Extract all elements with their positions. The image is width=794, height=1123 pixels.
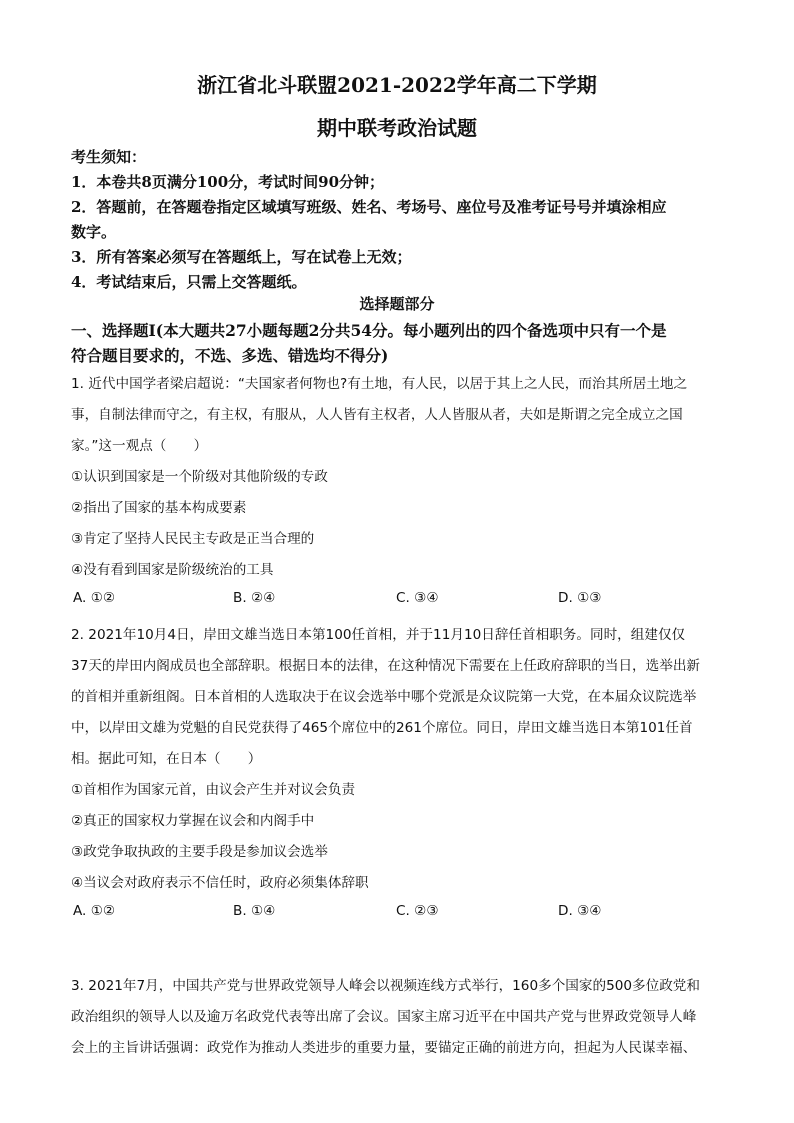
statement-item: ③政党争取执政的主要手段是参加议会选举 bbox=[71, 844, 328, 860]
section-title: 选择题部分 bbox=[359, 295, 435, 313]
question-stem-line: 家。”这一观点（ ） bbox=[71, 438, 208, 454]
section-instruction-line: 一、选择题Ⅰ(本大题共27小题每题2分共54分。每小题列出的四个备选项中只有一个是 bbox=[71, 321, 667, 340]
statement-item: ①首相作为国家元首，由议会产生并对议会负责 bbox=[71, 782, 356, 798]
exam-title-line1: 浙江省北斗联盟2021-2022学年高二下学期 bbox=[197, 73, 597, 97]
option-a[interactable]: A. ①② bbox=[73, 590, 116, 606]
answer-options bbox=[71, 903, 721, 923]
statement-item: ④没有看到国家是阶级统治的工具 bbox=[71, 562, 274, 578]
section-instruction bbox=[71, 318, 731, 368]
notice-item: 3．所有答案必须写在答题纸上，写在试卷上无效； bbox=[71, 248, 412, 266]
option-c[interactable]: C. ②③ bbox=[396, 903, 439, 919]
option-b[interactable]: B. ②④ bbox=[233, 590, 276, 606]
notice-heading: 考生须知： bbox=[71, 148, 147, 166]
statement-item: ④当议会对政府表示不信任时，政府必须集体辞职 bbox=[71, 875, 369, 891]
question-stem-line: 3. 2021年7月，中国共产党与世界政党领导人峰会以视频连线方式举行，160多个国家的500多位政党和 bbox=[71, 978, 700, 994]
option-a[interactable]: A. ①② bbox=[73, 903, 116, 919]
question-stem-line: 1. 近代中国学者梁启超说：“夫国家者何物也?有土地，有人民，以居于其上之人民，而治其所居土地之 bbox=[71, 376, 688, 392]
statement-item: ③肯定了坚持人民民主专政是正当合理的 bbox=[71, 531, 315, 547]
notice-item: 2．答题前，在答题卷指定区域填写班级、姓名、考场号、座位号及准考证号号并填涂相应 bbox=[71, 198, 667, 216]
question-stem-line: 2. 2021年10月4日，岸田文雄当选日本第100任首相，并于11月10日辞任首相职务。同时，组建仅仅 bbox=[71, 627, 686, 643]
question-stem-line: 会上的主旨讲话强调：政党作为推动人类进步的重要力量，要锚定正确的前进方向，担起为人民谋幸福、 bbox=[71, 1040, 697, 1056]
section-instruction-line: 符合题目要求的，不选、多选、错选均不得分) bbox=[71, 346, 389, 365]
option-d[interactable]: D. ③④ bbox=[558, 903, 602, 919]
question-stem-line: 的首相并重新组阁。日本首相的人选取决于在议会选举中哪个党派是众议院第一大党，在本届众议院选举 bbox=[71, 689, 697, 705]
option-c[interactable]: C. ③④ bbox=[396, 590, 439, 606]
option-b[interactable]: B. ①④ bbox=[233, 903, 276, 919]
question-stem-line: 相。据此可知，在日本（ ） bbox=[71, 751, 262, 767]
question-stem-line: 政治组织的领导人以及逾万名政党代表等出席了会议。国家主席习近平在中国共产党与世界政党领导人峰 bbox=[71, 1009, 697, 1025]
notice-item: 数字。 bbox=[71, 223, 117, 241]
notice-item: 4．考试结束后，只需上交答题纸。 bbox=[71, 273, 307, 291]
statement-item: ②指出了国家的基本构成要素 bbox=[71, 500, 247, 516]
candidate-notice bbox=[71, 145, 731, 295]
statement-item: ①认识到国家是一个阶级对其他阶级的专政 bbox=[71, 469, 328, 485]
question-stem-line: 事，自制法律而守之，有主权，有服从，人人皆有主权者，人人皆服从者，夫如是斯谓之完全成立之国 bbox=[71, 407, 683, 423]
question-stem-line: 37天的岸田内阁成员也全部辞职。根据日本的法律，在这种情况下需要在上任政府辞职的当日，选举出新 bbox=[71, 658, 701, 674]
question-stem-line: 中，以岸田文雄为党魁的自民党获得了465个席位中的261个席位。同日，岸田文雄当选日本第101任首 bbox=[71, 720, 693, 736]
notice-item: 1．本卷共8页满分100分，考试时间90分钟； bbox=[71, 173, 385, 191]
answer-options bbox=[71, 590, 721, 610]
statement-item: ②真正的国家权力掌握在议会和内阁手中 bbox=[71, 813, 315, 829]
exam-title-line2: 期中联考政治试题 bbox=[317, 116, 477, 140]
option-d[interactable]: D. ①③ bbox=[558, 590, 602, 606]
